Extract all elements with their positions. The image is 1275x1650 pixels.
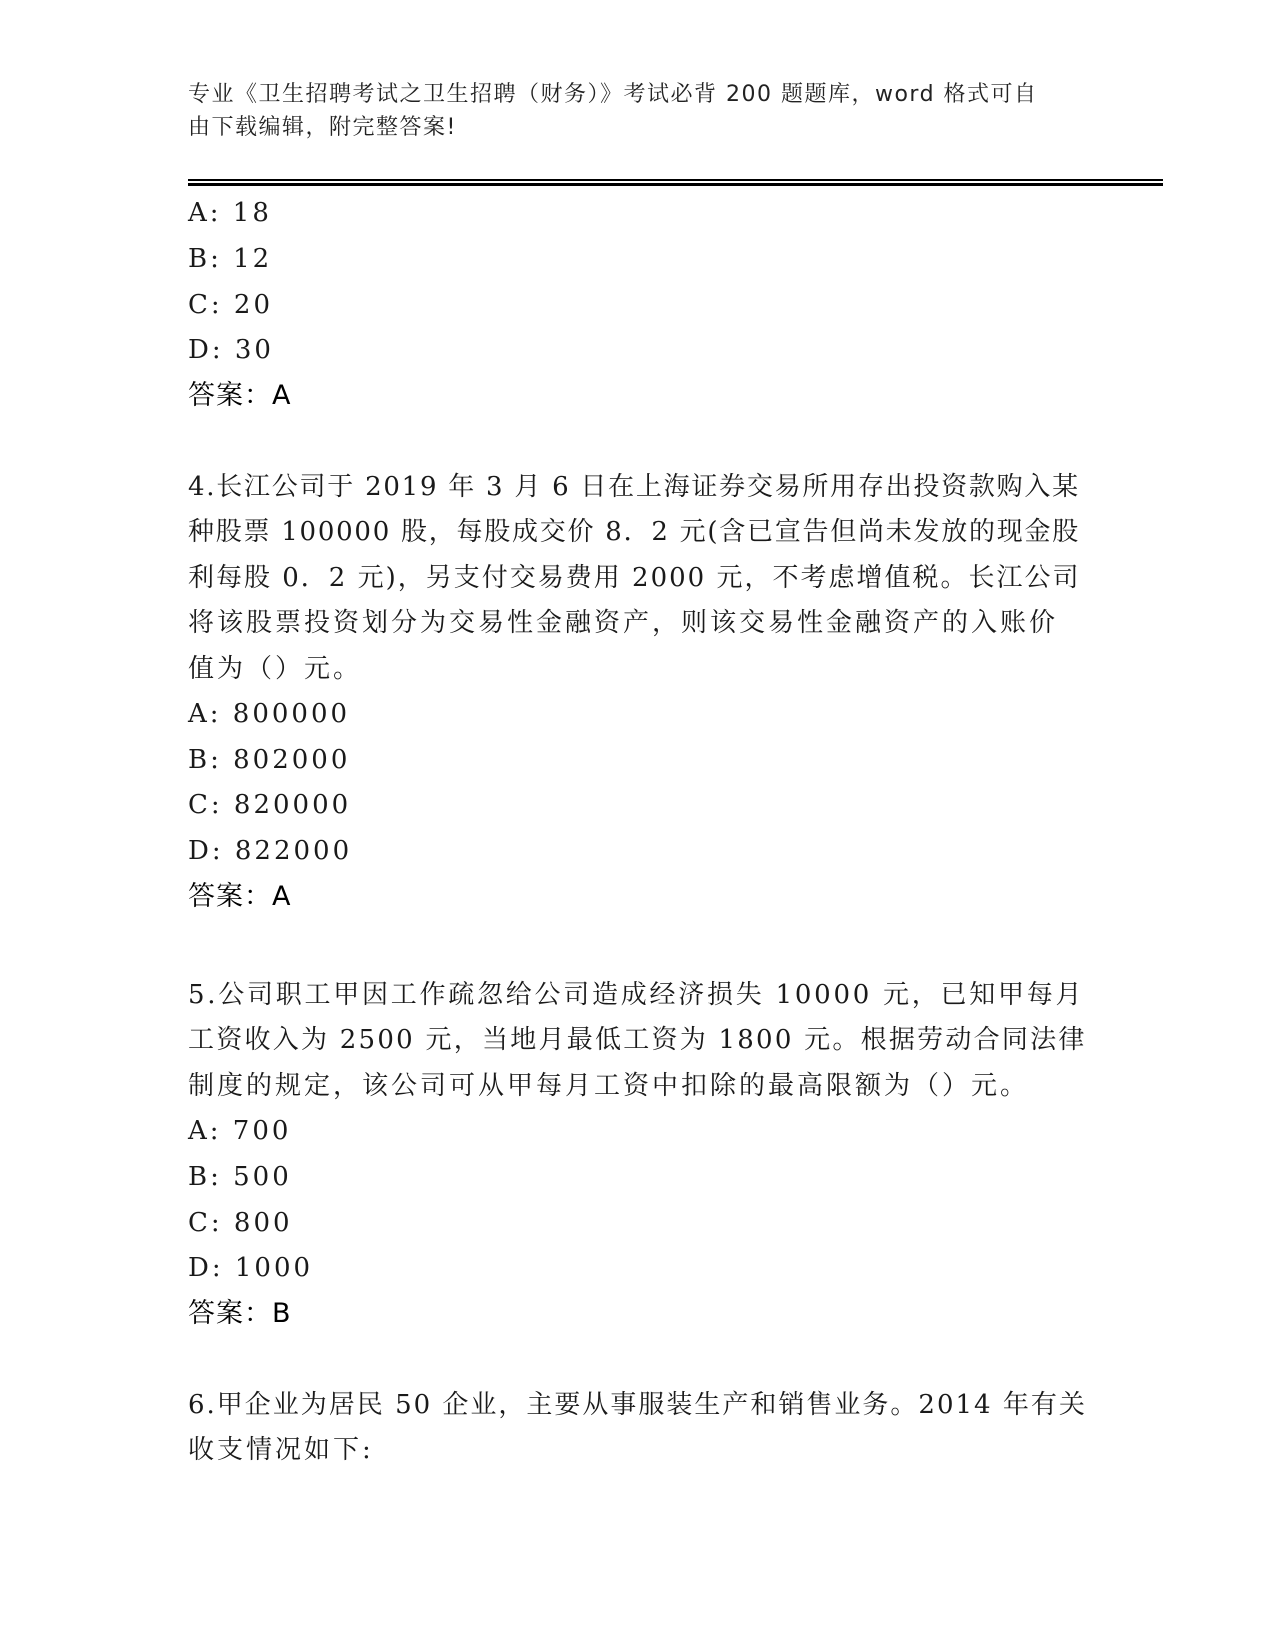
question-text-line: 种股票 100000 股，每股成交价 8．2 元(含已宣告但尚未发放的现金股 bbox=[188, 517, 1081, 547]
header-line: 专业《卫生招聘考试之卫生招聘（财务）》考试必背 200 题题库，word 格式可自 bbox=[188, 82, 1038, 107]
question-text-line: 利每股 0．2 元)，另支付交易费用 2000 元，不考虑增值税。长江公司 bbox=[188, 563, 1081, 593]
question-text-line: 工资收入为 2500 元，当地月最低工资为 1800 元。根据劳动合同法律 bbox=[188, 1025, 1087, 1055]
option-d: D: 822000 bbox=[188, 836, 353, 866]
option-b: B: 12 bbox=[188, 244, 273, 274]
answer-line: 答案：A bbox=[188, 881, 292, 912]
header-divider-thin bbox=[188, 179, 1163, 181]
question-text-line: 制度的规定，该公司可从甲每月工资中扣除的最高限额为（）元。 bbox=[188, 1071, 1030, 1101]
header-line: 由下载编辑，附完整答案! bbox=[188, 115, 457, 140]
question-text-line: 4.长江公司于 2019 年 3 月 6 日在上海证券交易所用存出投资款购入某 bbox=[188, 472, 1080, 502]
answer-line: 答案：A bbox=[188, 380, 292, 411]
header-divider-thick bbox=[188, 183, 1163, 186]
option-c: C: 20 bbox=[188, 290, 274, 320]
question-text-line: 将该股票投资划分为交易性金融资产，则该交易性金融资产的入账价 bbox=[188, 608, 1059, 638]
answer-line: 答案：B bbox=[188, 1298, 292, 1329]
option-a: A: 700 bbox=[188, 1116, 292, 1146]
question-text-line: 5.公司职工甲因工作疏忽给公司造成经济损失 10000 元，已知甲每月 bbox=[188, 980, 1085, 1010]
option-a: A: 18 bbox=[188, 198, 272, 228]
option-a: A: 800000 bbox=[188, 699, 351, 729]
option-d: D: 30 bbox=[188, 335, 274, 365]
option-d: D: 1000 bbox=[188, 1253, 314, 1283]
question-text-line: 收支情况如下: bbox=[188, 1435, 374, 1465]
document-header bbox=[188, 78, 1088, 144]
question-text-line: 6.甲企业为居民 50 企业，主要从事服装生产和销售业务。2014 年有关 bbox=[188, 1390, 1087, 1420]
option-b: B: 802000 bbox=[188, 745, 351, 775]
option-c: C: 820000 bbox=[188, 790, 352, 820]
option-b: B: 500 bbox=[188, 1162, 292, 1192]
question-text-line: 值为（）元。 bbox=[188, 654, 363, 684]
option-c: C: 800 bbox=[188, 1208, 293, 1238]
